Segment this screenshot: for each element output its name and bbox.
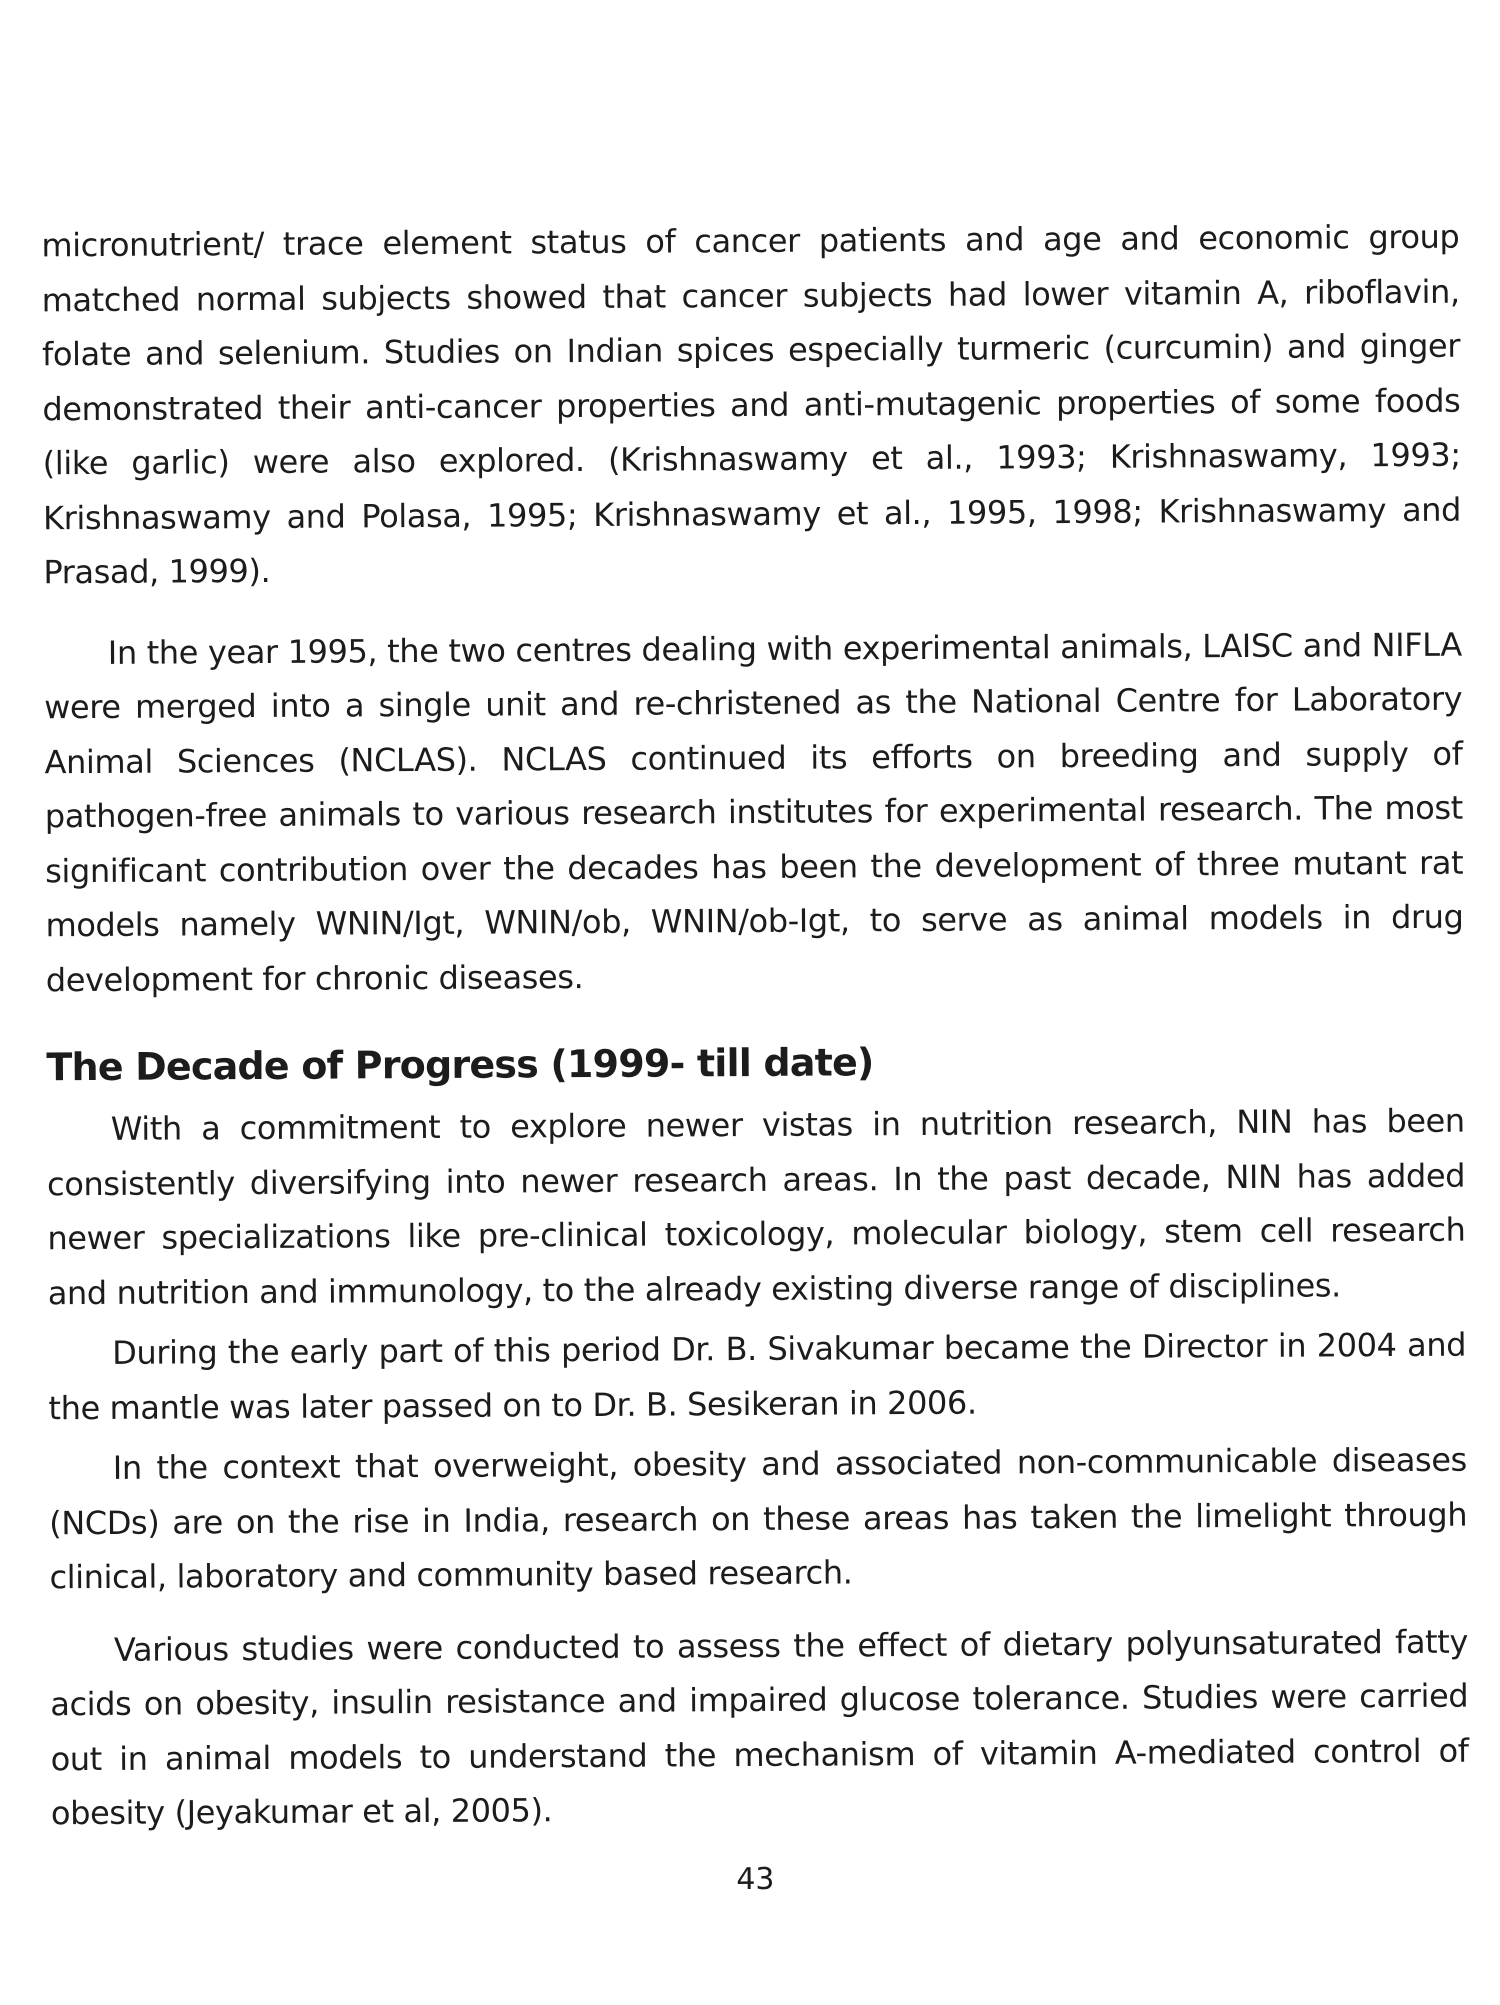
paragraph-cancer-micronutrients: micronutrient/ trace element status of cancer patients and age and economic group matched normal subjects showed that cancer subjects had lower vitamin A, riboflavin, folate and selenium. Studies on Indian spices especially turmeric (curcumin) and ginger demonstrated their anti-cancer properties and anti-mutagenic properties of some foods (like garlic) were also explored. (Krishnaswamy et al., 1993; Krishnaswamy, 1993; Krishnaswamy and Polasa, 1995; Krishnaswamy et al., 1995, 1998; Krishnaswamy and Prasad, 1999).	[41, 217, 1462, 592]
page-number: 43	[736, 1861, 775, 1898]
paragraph-nclas: In the year 1995, the two centres dealing with experimental animals, LAISC and NIFLA were merged into a single unit and re-christened as the National Centre for Laboratory Animal Sciences (NCLAS). NCLAS continued its efforts on breeding and supply of pathogen-free animals to various research institutes for experimental research. The most significant contribution over the decades has been the development of three mutant rat models namely WNIN/Igt, WNIN/ob, WNIN/ob-Igt, to serve as animal models in drug development for chronic diseases.	[44, 625, 1464, 999]
paragraph-pufa-studies: Various studies were conducted to assess the effect of dietary polyunsaturated fatty acids on obesity, insulin resistance and impaired glucose tolerance. Studies were carried out in animal models to understand the mechanism of vitamin A-mediated control of obesity (Jeyakumar et al, 2005).	[50, 1622, 1469, 1833]
paragraph-new-research-areas: With a commitment to explore newer vistas in nutrition research, NIN has been consistently diversifying into newer research areas. In the past decade, NIN has added newer specializations like pre-clinical toxicology, molecular biology, stem cell research and nutrition and immunology, to the already existing diverse range of disciplines.	[46, 1101, 1466, 1312]
section-heading: The Decade of Progress (1999- till date)	[46, 1040, 874, 1090]
paragraph-ncd-research: In the context that overweight, obesity and associated non-communicable diseases (NCDs) are on the rise in India, research on these areas has taken the limelight through clinical, laboratory and community based research.	[49, 1440, 1468, 1597]
paragraph-directors: During the early part of this period Dr. B. Sivakumar became the Director in 2004 and the mantle was later passed on to Dr. B. Sesikeran in 2006.	[48, 1325, 1467, 1427]
body-text	[41, 210, 1469, 1841]
